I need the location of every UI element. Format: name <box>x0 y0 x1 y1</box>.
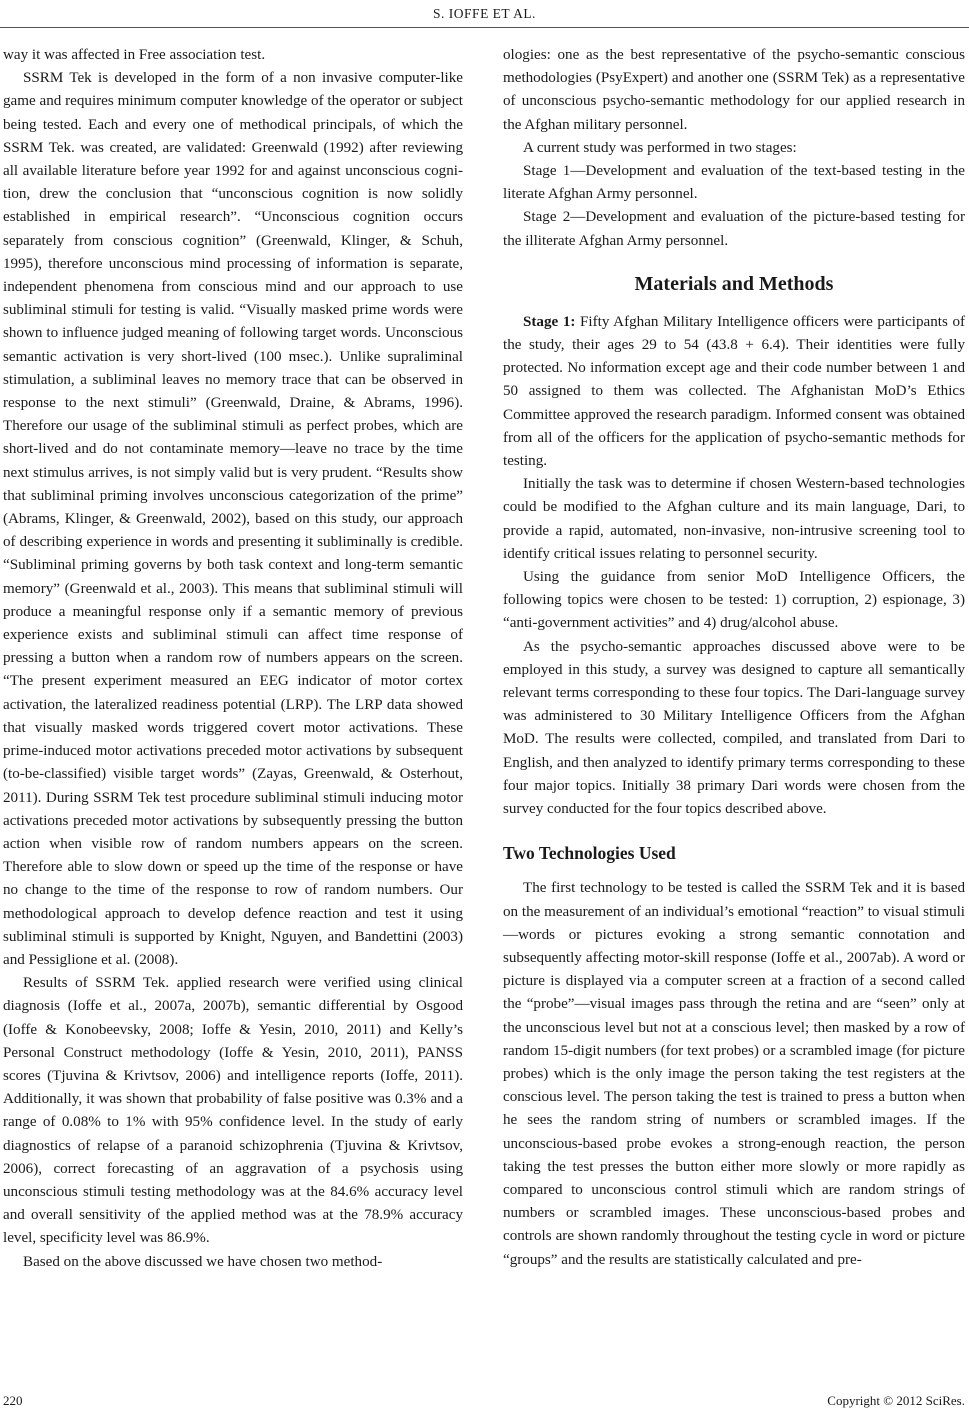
stage-text: Fifty Afghan Military Intelligence officers were participants of the study, their ages 29 to 54 (43.8 + 6.4). Their identities were fully protected. No information except age and their code number between 1 and 50 assigned to them was collected. The Afghanistan MoD’s Ethics Committee approved the research paradigm. Informed consent was obtained from all of the officers for the application of psycho-semantic methods for testing. <box>503 313 966 470</box>
header-rule <box>0 27 969 28</box>
paragraph: Based on the above discussed we have chosen two method- <box>23 1253 383 1270</box>
paragraph: Using the guidance from senior MoD Intelligence Officers, the following topics were chosen to be tested: 1) corruption, 2) espionage, 3) “anti-government activities” and 4) drug/alcohol abuse. <box>503 569 965 632</box>
paragraph: way it was affected in Free association test. <box>3 47 266 63</box>
section-heading: Materials and Methods <box>634 272 834 295</box>
paragraph: A current study was performed in two stages: <box>523 139 797 156</box>
copyright: Copyright © 2012 SciRes. <box>827 1393 965 1408</box>
left-column <box>3 44 463 1274</box>
paragraph: ologies: one as the best representative of the psycho-semantic conscious methodologies (PsyExpert) and another one (SSRM Tek) as a representative of unconscious psycho-semantic methodology for our applied research in the Afghan military personnel. <box>503 47 965 133</box>
paragraph: As the psycho-semantic approaches discussed above were to be employed in this study, a survey was designed to capture all semantically relevant terms corresponding to these four topics. The Dari-language survey was administered to 30 Military Intelligence Officers from the Afghan MoD. The results were collected, compiled, and translated from Dari to English, and then analyzed to identify primary terms corresponding to these four major topics. Initially 38 primary Dari words were chosen from the survey conducted for the four topics described above. <box>503 638 965 818</box>
paragraph <box>503 311 965 473</box>
running-head: S. IOFFE ET AL. <box>433 6 536 21</box>
paragraph: The first technology to be tested is called the SSRM Tek and it is based on the measurement of an individual’s emotional “reaction” to visual stimuli—words or pictures evoking a strong semantic connotation and subsequently affecting motor-skill response (Ioffe et al., 2007ab). A word or picture is displayed via a computer screen at a fraction of a second called the “probe”—visual images pass through the retina and are “seen” only at the unconscious level but not at a conscious level; then masked by a row of random 15-digit numbers (for text probes) or a scrambled image (for picture probes) which is the only image the person taking the test registers at the conscious level. The person taking the test is trained to press a button when he sees the random string of numbers or scrambled images. If the unconscious-based probe evokes a strong-enough reaction, the person taking the test presses the button either more slowly or more rapidly as compared to unconscious control stimuli which are random strings of numbers or scrambled images. These unconscious-based probes and controls are shown randomly throughout the testing cycle in word or picture “groups” and the results are statistically calculated and pre- <box>503 880 965 1268</box>
page-number: 220 <box>3 1393 23 1408</box>
stage-lead: Stage 1: <box>523 313 576 330</box>
subsection-heading: Two Technologies Used <box>503 843 676 864</box>
paragraph: Results of SSRM Tek. applied research were verified using clinical diagnosis (Ioffe et al., 2007a, 2007b), semantic differential by Osgood (Ioffe & Konobeevsky, 2008; Ioffe & Yesin, 2010, 2011) and Kelly’s Personal Construct methodology (Ioffe & Yesin, 2010, 2011), PANSS scores (Tjuvina & Krivtsov, 2006) and intelligence reports (Ioffe, 2011). Additionally, it was shown that probability of false positive was 0.3% and a range of 0.08% to 1% with 95% confidence level. In the study of early diagnostics of relapse of a paranoid schizophrenia (Tjuvina & Krivtsov, 2006), correct forecasting of an aggravation of a psychosis using unconscious stimuli testing methodology was at the 84.6% accuracy level and overall sensitivity of the applied method was at the 78.9% accuracy level, specificity level was 86.9%. <box>3 975 463 1247</box>
right-column <box>503 44 965 1272</box>
paragraph: Initially the task was to determine if chosen Western-based technologies could be modified to the Afghan culture and its main language, Dari, to provide a rapid, automated, non-invasive, non-intrusive screening tool to identify critical issues relating to personnel security. <box>503 476 965 562</box>
paragraph: SSRM Tek is developed in the form of a non invasive computer-like game and requires minimum computer knowledge of the operator or subject being tested. Each and every one of methodical principals, of which the SSRM Tek. was created, are validated: Greenwald (1992) after reviewing all available literature before year 1992 for and against unconscious cognition, drew the conclusion that “unconscious cognition is now solidly established in empirical research”. “Unconscious cognition occurs separately from conscious cognition” (Greenwald, Klinger, & Schuh, 1995), therefore unconscious mind processing of information is separate, independent phenomena from conscious mind and our approach to use subliminal stimuli for testing is valid. “Visually masked prime words were shown to influence judged meaning of following target words. Unconscious semantic activation is very short-lived (100 msec.). Unlike supraliminal stimulation, a subliminal leaves no memory trace that can be observed in response to the next stimuli” (Greenwald, Draine, & Abrams, 1996). Therefore our usage of the subliminal stimuli as perfect probes, which are short-lived and do not contaminate memory—leave no trace by the time next stimulus arrives, is not simply valid but is very prudent. “Results show that subliminal priming involves unconscious categorization of the prime” (Abrams, Klinger, & Greenwald, 2002), based on this study, our approach of describing experience in words and presenting it subliminally is credible. “Subliminal priming governs by both task context and long-term semantic memory” (Greenwald et al., 2003). This means that subliminal stimuli will produce a meaningful response only if a semantic memory of previous experience exists and subliminal stimuli can affect time response of pressing a button when a random row of numbers appears on the screen. “The present experiment measured an EEG indicator of motor cortex activation, the lateralized readiness potential (LRP). The LRP data showed that visually masked words triggered covert motor activations. These prime-induced motor activations preceded motor activations by subsequent (to-be-classified) visible target words” (Zayas, Greenwald, & Osterhout, 2011). During SSRM Tek test procedure subliminal stimuli inducing motor activations preceded motor activations by subsequently pressing the button action when visible row of random numbers appears on the screen. Therefore able to slow down or speed up the time of the response or have no change to the time of the response to row of random numbers. Our methodological approach to develop defence reaction and test it using subliminal stimuli is supported by Knight, Nguyen, and Bandettini (2003) and Pessiglione et al. (2008). <box>3 70 463 968</box>
paragraph: Stage 2—Development and evaluation of the picture-based testing for the illiterate Afghan Army personnel. <box>503 209 965 249</box>
paragraph: Stage 1—Development and evaluation of the text-based testing in the literate Afghan Army personnel. <box>503 163 965 203</box>
